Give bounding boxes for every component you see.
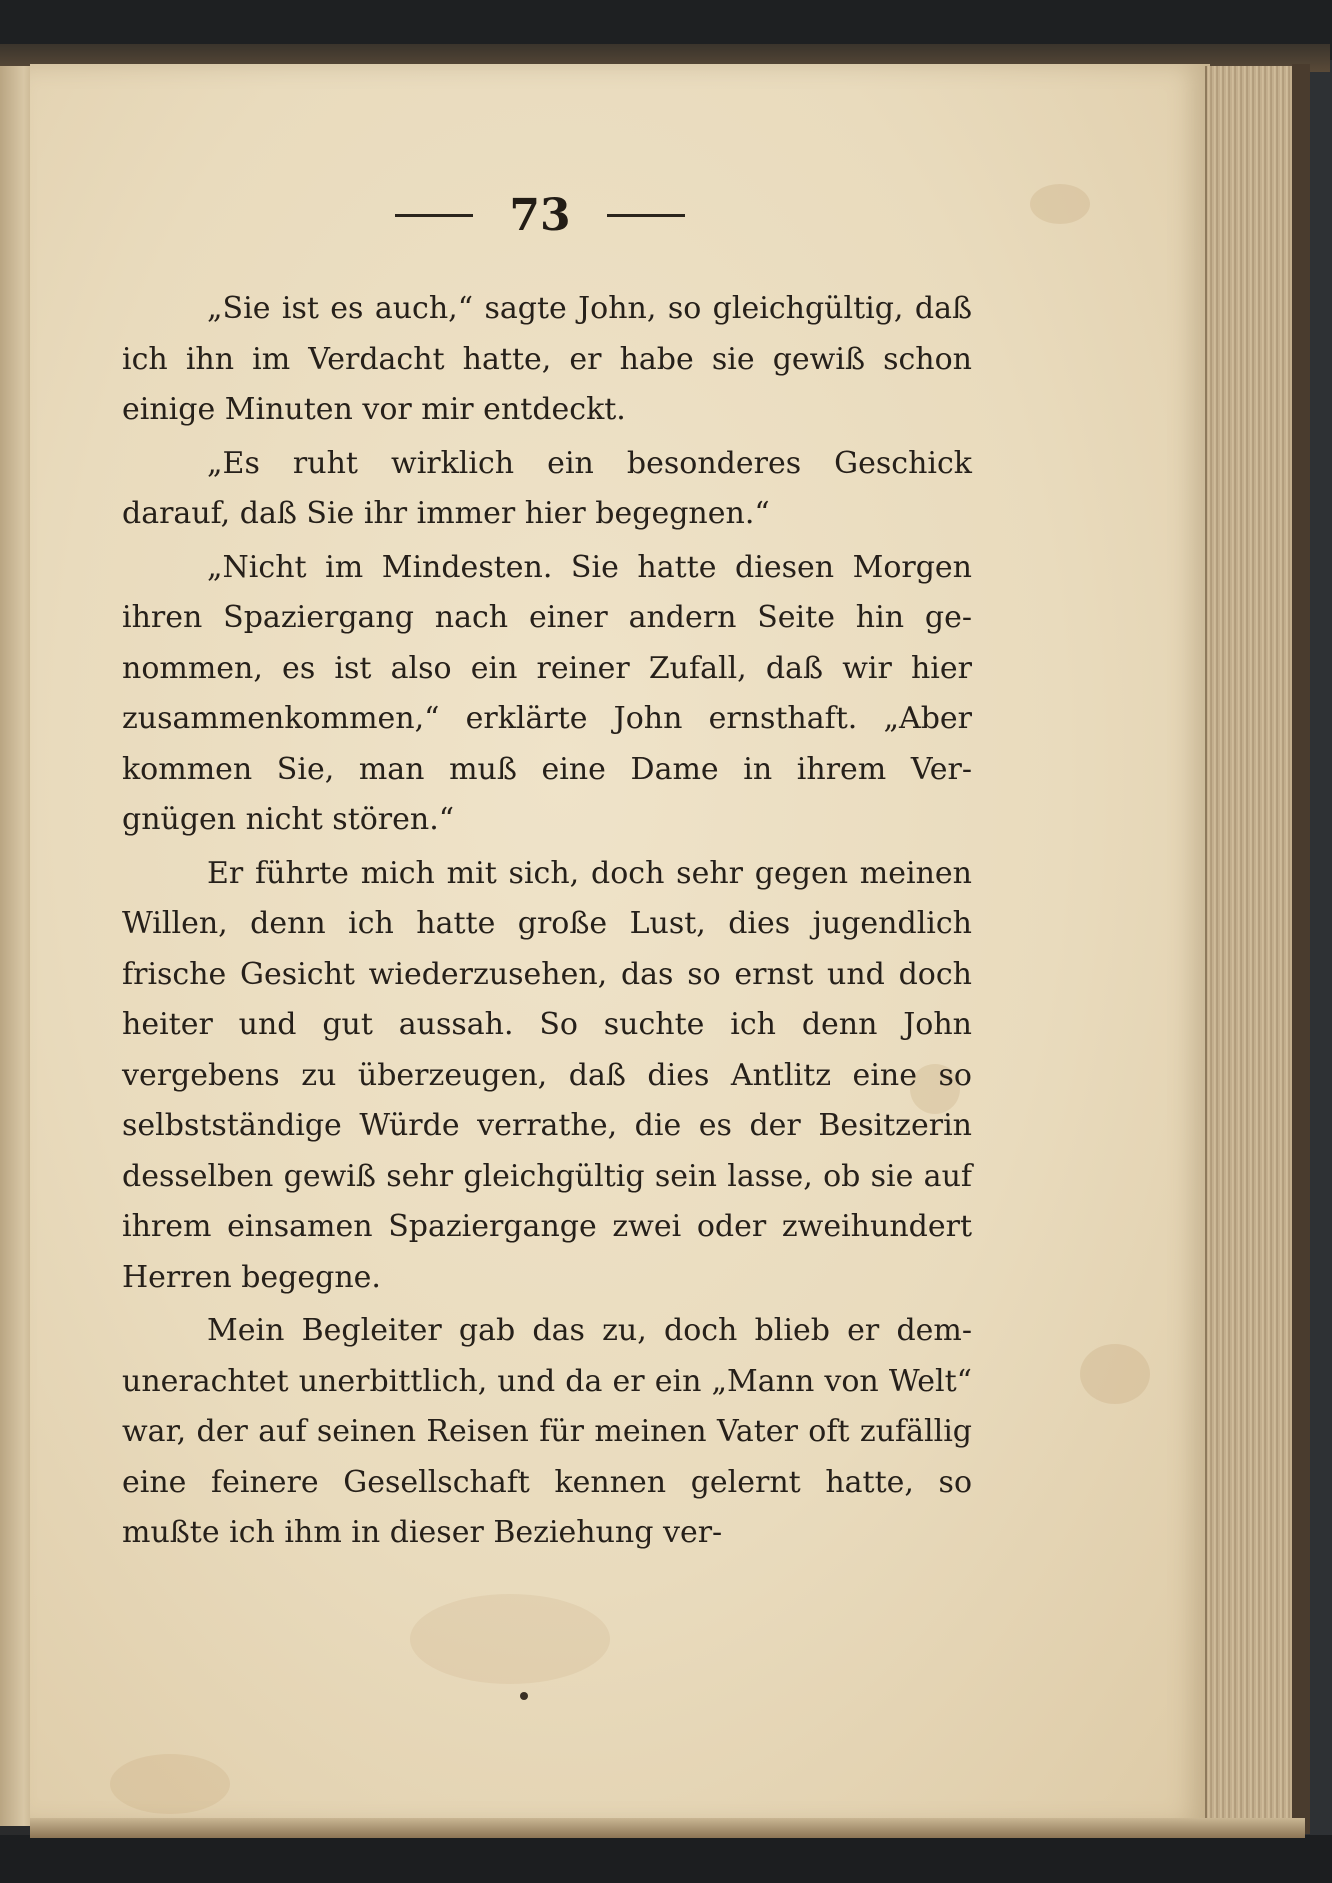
header-rule-right [607,214,685,217]
paragraph: Mein Begleiter gab das zu, doch blieb er dem- unerachtet unerbittlich, und da er ein „Mann von Welt“ war, der auf seinen Reisen für meinen Vater oft zufällig eine feinere Gesellschaft kennen gelernt hatte, so mußte ich ihm in dieser Beziehung ver- [122,1313,972,1550]
body-text [122,284,972,1562]
page-header [370,175,710,255]
print-mark [520,1692,528,1700]
paragraph: „Sie ist es auch,“ sagte John, so gleichgültig, daß ich ihn im Verdacht hatte, er habe sie gewiß schon einige Minuten vor mir entdeckt. [122,291,972,427]
paragraph: Er führte mich mit sich, doch sehr gegen meinen Willen, denn ich hatte große Lust, dies jugendlich frische Gesicht wiederzusehen, das so ernst und doch heiter und gut aussah. So suchte ich denn John vergebens zu überzeugen, daß dies Antlitz eine so selbstständige Würde verrathe, die es der Besitzerin desselben gewiß sehr gleichgültig sein lasse, ob sie auf ihrem einsamen Spaziergange zwei oder zweihundert Herren begegne. [122,855,972,1295]
book-fore-edge [1205,66,1302,1826]
book-cover-right-edge [1292,64,1310,1834]
page-number: 73 [509,189,571,241]
paragraph: „Nicht im Mindesten. Sie hatte diesen Morgen ihren Spaziergang nach einer andern Seite hin ge- nommen, es ist also ein reiner Zufall, daß wir hier zusammenkommen,“ erklärte John ernsthaft. „Aber kommen Sie, man muß eine Dame in ihrem Ver- gnügen nicht stören.“ [122,549,972,837]
header-rule-left [395,214,473,217]
book-bottom-edge [30,1818,1305,1838]
paragraph: „Es ruht wirklich ein besonderes Geschick darauf, daß Sie ihr immer hier begegnen.“ [122,445,972,531]
background-bottom [0,1835,1332,1883]
